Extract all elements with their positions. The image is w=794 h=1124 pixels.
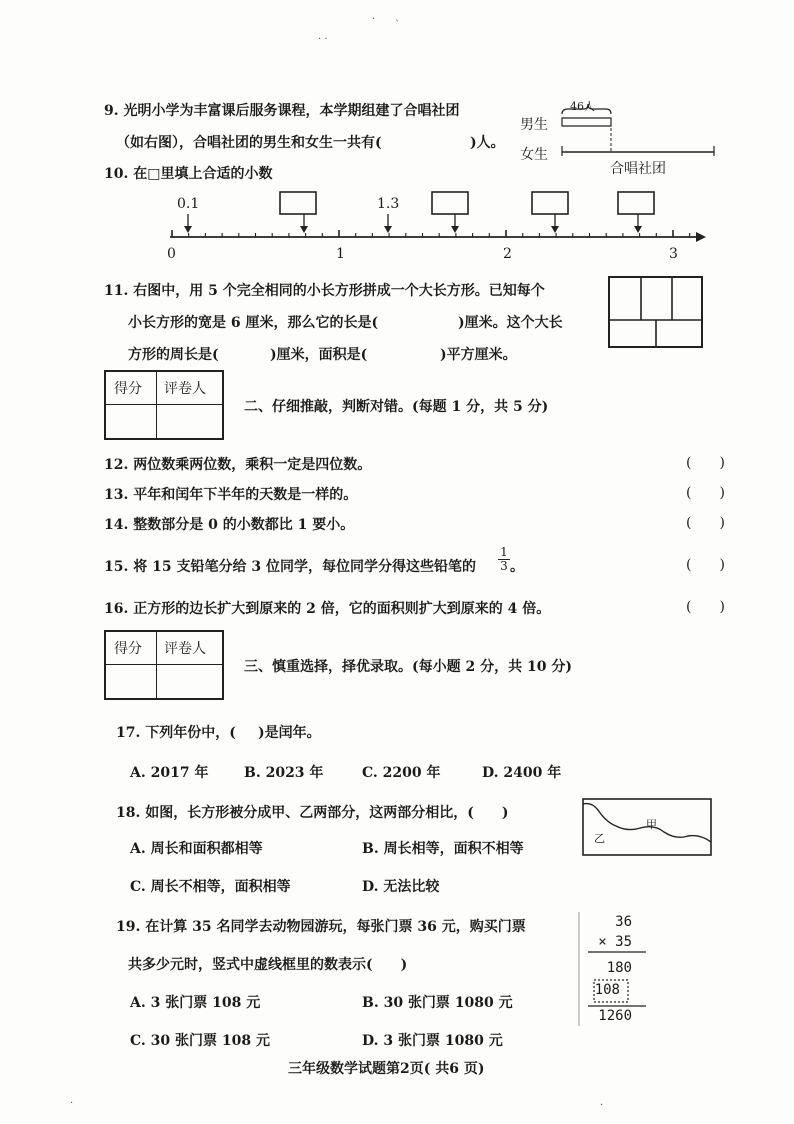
calc-multiplicand: 36 xyxy=(615,914,632,930)
judge-q16-answer[interactable]: ( ) xyxy=(686,599,725,615)
q11-line3-c: )平方厘米。 xyxy=(440,347,517,363)
q17-option-c[interactable]: C. 2200 年 xyxy=(362,765,441,781)
section3-title: 三、慎重选择，择优录取。(每小题 2 分，共 10 分) xyxy=(244,659,572,675)
boys-count-label: 46人 xyxy=(570,100,595,113)
judge-q13-answer[interactable]: ( ) xyxy=(686,485,725,501)
q19-option-c[interactable]: C. 30 张门票 108 元 xyxy=(130,1033,270,1049)
label-yi: 乙 xyxy=(594,832,605,845)
section2-title: 二、仔细推敲，判断对错。(每题 1 分，共 5 分) xyxy=(244,399,549,415)
q19-option-a[interactable]: A. 3 张门票 108 元 xyxy=(130,995,261,1011)
calc-multiplier: × 35 xyxy=(598,934,632,950)
known-value-1-3: 1.3 xyxy=(377,196,400,212)
q9-line1: 9. 光明小学为丰富课后服务课程，本学期组建了合唱社团 xyxy=(104,103,460,119)
score-box-section2 xyxy=(104,370,224,440)
q17-stem-b: )是闰年。 xyxy=(258,725,321,741)
number-line-figure xyxy=(160,190,710,266)
answer-box-2[interactable] xyxy=(432,192,468,233)
judge-q14: 14. 整数部分是 0 的小数都比 1 要小。 xyxy=(104,517,355,533)
calc-partial-1: 180 xyxy=(606,960,632,976)
club-label: 合唱社团 xyxy=(610,161,666,177)
page-footer: 三年级数学试题第2页( 共6 页) xyxy=(288,1061,485,1077)
vertical-multiplication xyxy=(578,910,654,1028)
judge-q14-answer[interactable]: ( ) xyxy=(686,515,725,531)
judge-q13: 13. 平年和闰年下半年的天数是一样的。 xyxy=(104,487,358,503)
q17-stem-a: 17. 下列年份中，( xyxy=(116,725,236,741)
answer-box-3[interactable] xyxy=(532,192,568,233)
choir-figure xyxy=(518,96,718,176)
tick-label-3: 3 xyxy=(669,246,678,262)
grader-header: 评卷人 xyxy=(164,641,206,657)
answer-box-4[interactable] xyxy=(618,192,654,233)
q18-option-d[interactable]: D. 无法比较 xyxy=(362,879,440,895)
q9-line2-a: （如右图），合唱社团的男生和女生一共有( xyxy=(116,135,382,151)
tick-label-1: 1 xyxy=(336,246,345,262)
fraction-one-third xyxy=(498,546,510,573)
q17-option-b[interactable]: B. 2023 年 xyxy=(244,765,324,781)
q10-text: 10. 在□里填上合适的小数 xyxy=(104,166,273,182)
grader-header: 评卷人 xyxy=(164,381,206,397)
q18-stem: 18. 如图，长方形被分成甲、乙两部分，这两部分相比，( ) xyxy=(116,805,509,821)
judge-q15-tail: 。 xyxy=(510,559,524,575)
boys-label: 男生 xyxy=(520,117,548,133)
q11-line2-b: )厘米。这个大长 xyxy=(458,315,563,331)
q19-option-d[interactable]: D. 3 张门票 1080 元 xyxy=(362,1033,503,1049)
judge-q12: 12. 两位数乘两位数，乘积一定是四位数。 xyxy=(104,457,372,473)
answer-box-1[interactable] xyxy=(280,192,316,233)
score-header: 得分 xyxy=(114,641,142,657)
judge-q15: 15. 将 15 支铅笔分给 3 位同学，每位同学分得这些铅笔的 xyxy=(104,559,476,575)
q9-line2-b: )人。 xyxy=(470,135,505,151)
q19-line2: 共多少元时，竖式中虚线框里的数表示( ) xyxy=(128,957,408,973)
calc-partial-2-boxed: 108 xyxy=(594,982,620,998)
choir-bar-diagram xyxy=(518,96,718,176)
number-line xyxy=(160,190,710,266)
q19-line1: 19. 在计算 35 名同学去动物园游玩，每张门票 36 元，购买门票 xyxy=(116,919,526,935)
score-header: 得分 xyxy=(114,381,142,397)
q19-option-b[interactable]: B. 30 张门票 1080 元 xyxy=(362,995,513,1011)
known-value-0-1: 0.1 xyxy=(177,196,200,212)
q18-option-b[interactable]: B. 周长相等，面积不相等 xyxy=(362,841,524,857)
label-jia: 甲 xyxy=(646,818,657,831)
q11-line3-b: )厘米，面积是( xyxy=(270,347,368,363)
fraction-numerator: 1 xyxy=(500,545,508,559)
judge-q15-answer[interactable]: ( ) xyxy=(686,557,725,573)
q11-line1: 11. 右图中，用 5 个完全相同的小长方形拼成一个大长方形。已知每个 xyxy=(104,283,545,299)
q11-line2-a: 小长方形的宽是 6 厘米，那么它的长是( xyxy=(128,315,379,331)
fraction-denominator: 3 xyxy=(498,559,510,573)
q17-option-a[interactable]: A. 2017 年 xyxy=(130,765,209,781)
q18-option-a[interactable]: A. 周长和面积都相等 xyxy=(130,841,263,857)
q11-line3-a: 方形的周长是( xyxy=(128,347,219,363)
split-rectangle-figure xyxy=(580,796,714,858)
rectangles-figure xyxy=(606,274,706,350)
girls-label: 女生 xyxy=(520,147,548,163)
tick-label-0: 0 xyxy=(167,246,176,262)
judge-q12-answer[interactable]: ( ) xyxy=(686,455,725,471)
q17-option-d[interactable]: D. 2400 年 xyxy=(482,765,562,781)
calc-sum: 1260 xyxy=(598,1008,632,1024)
tick-label-2: 2 xyxy=(503,246,512,262)
judge-q16: 16. 正方形的边长扩大到原来的 2 倍，它的面积则扩大到原来的 4 倍。 xyxy=(104,601,551,617)
q18-option-c[interactable]: C. 周长不相等，面积相等 xyxy=(130,879,291,895)
score-box-section3 xyxy=(104,630,224,700)
